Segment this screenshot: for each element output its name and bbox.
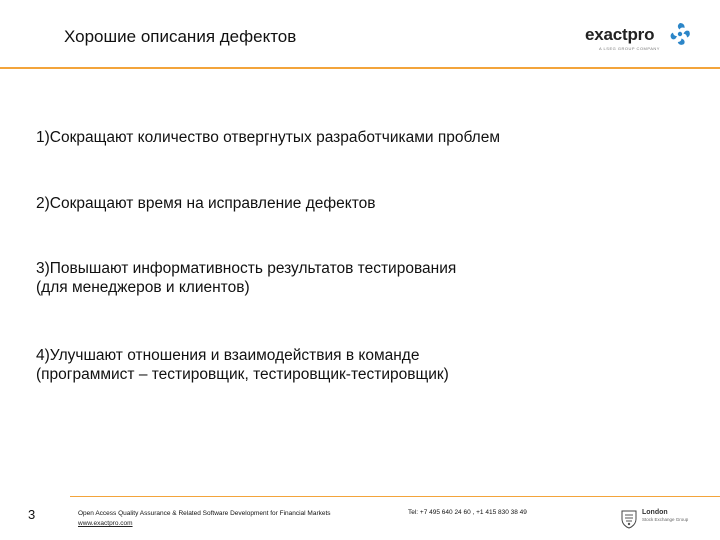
footer-divider xyxy=(70,496,720,497)
list-item xyxy=(36,194,376,213)
website-link[interactable]: www.exactpro.com xyxy=(78,520,133,527)
logo-tagline: A LSEG GROUP COMPANY xyxy=(599,46,660,51)
exactpro-logo-icon xyxy=(669,22,691,46)
lse-crest-icon xyxy=(620,509,638,529)
logo-name: exactpro xyxy=(585,25,655,44)
header-divider xyxy=(0,67,720,69)
list-item-line: (программист – тестировщик, тестировщик-тестировщик) xyxy=(36,366,449,383)
list-item xyxy=(36,346,449,384)
footer-description xyxy=(78,509,331,529)
page-number: 3 xyxy=(28,507,36,522)
lse-group: Stock Exchange Group xyxy=(642,517,689,522)
lse-name: London xyxy=(642,509,668,516)
footer-phone: Tel: +7 495 640 24 60 , +1 415 830 38 49 xyxy=(408,509,527,516)
list-item xyxy=(36,128,500,147)
slide-title: Хорошие описания дефектов xyxy=(64,27,297,46)
exactpro-logo xyxy=(585,22,695,54)
footer-tagline: Open Access Quality Assurance & Related Software Development for Financial Markets xyxy=(78,510,331,517)
list-item xyxy=(36,259,456,297)
lse-logo xyxy=(642,509,688,523)
list-item-line: 2)Сокращают время на исправление дефектов xyxy=(36,195,376,212)
list-item-line: 4)Улучшают отношения и взаимодействия в команде xyxy=(36,347,420,364)
list-item-line: 1)Сокращают количество отвергнутых разработчиками проблем xyxy=(36,129,500,146)
list-item-line: (для менеджеров и клиентов) xyxy=(36,279,250,296)
list-item-line: 3)Повышают информативность результатов тестирования xyxy=(36,260,457,277)
